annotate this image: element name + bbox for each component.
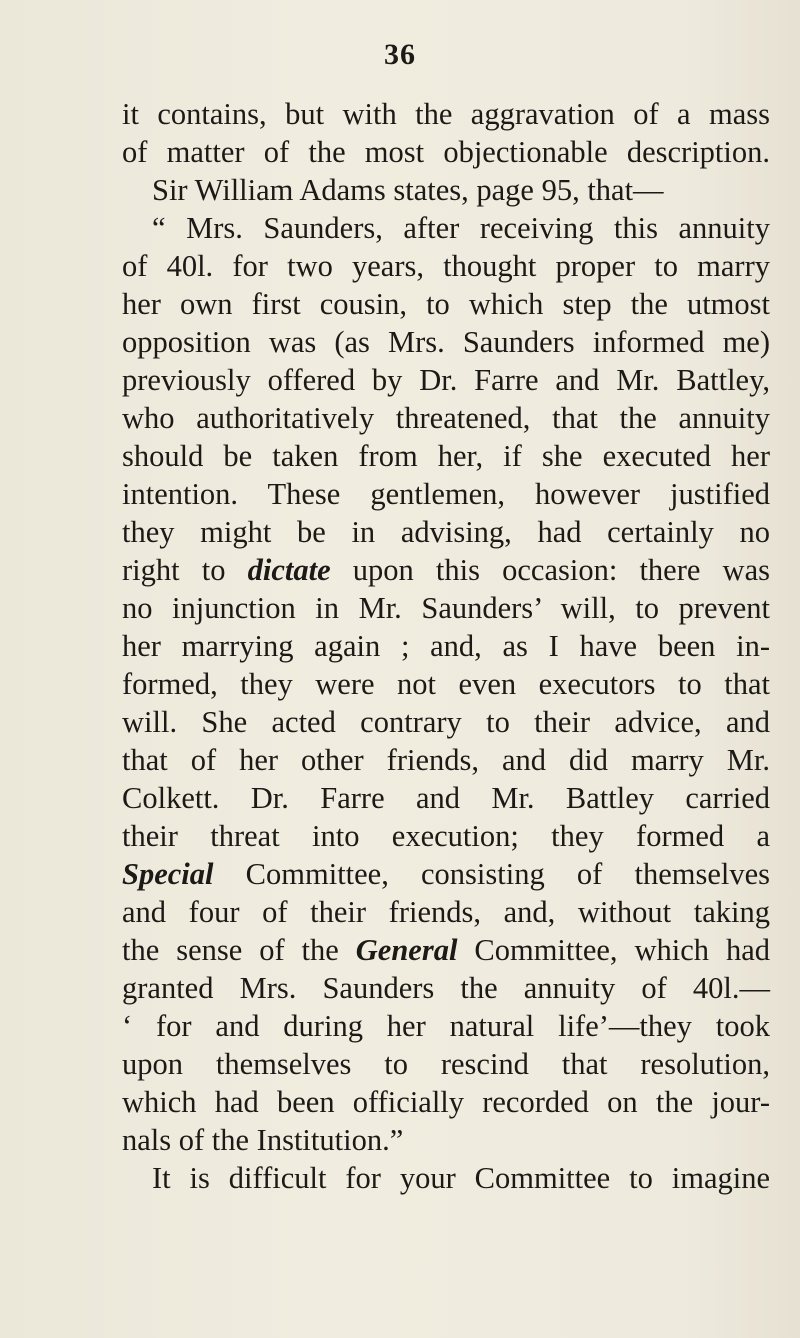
text-line: ‘ for and during her natural life’—they took xyxy=(122,1009,770,1043)
text-line: it contains, but with the aggravation of a mass xyxy=(122,97,770,131)
italic-word: Special xyxy=(122,857,214,891)
text-line xyxy=(122,551,770,589)
page-number: 36 xyxy=(384,38,416,71)
italic-word: dictate xyxy=(247,553,331,587)
text-line: opposition was (as Mrs. Saunders informed me) xyxy=(122,325,770,359)
text-run: Committee, consisting of themselves xyxy=(213,857,770,891)
text-line xyxy=(122,855,770,893)
text-line: formed, they were not even executors to that xyxy=(122,667,770,701)
text-line: “ Mrs. Saunders, after receiving this annuity xyxy=(152,211,770,245)
text-line: of matter of the most objectionable description. xyxy=(122,135,770,169)
text-line: Sir William Adams states, page 95, that— xyxy=(152,173,664,207)
text-run: upon this occasion: there was xyxy=(330,553,770,587)
text-line: their threat into execution; they formed a xyxy=(122,819,770,853)
text-run: the sense of the xyxy=(122,933,356,967)
text-line: will. She acted contrary to their advice, and xyxy=(122,705,770,739)
text-line: intention. These gentlemen, however justified xyxy=(122,477,770,511)
italic-word: General xyxy=(355,933,458,967)
text-line: Colkett. Dr. Farre and Mr. Battley carried xyxy=(122,781,770,815)
text-line: her marrying again ; and, as I have been in- xyxy=(122,629,770,663)
text-run: right to xyxy=(122,553,248,587)
text-line: should be taken from her, if she executed her xyxy=(122,439,770,473)
body-text xyxy=(122,95,770,1197)
text-line: nals of the Institution.” xyxy=(122,1123,404,1157)
text-line: which had been officially recorded on the jour- xyxy=(122,1085,770,1119)
text-line: It is difficult for your Committee to imagine xyxy=(152,1161,770,1195)
text-line: granted Mrs. Saunders the annuity of 40l.— xyxy=(122,971,770,1005)
text-line: previously offered by Dr. Farre and Mr. Battley, xyxy=(122,363,770,397)
text-line xyxy=(122,931,770,969)
text-line: and four of their friends, and, without taking xyxy=(122,895,770,929)
text-line: that of her other friends, and did marry Mr. xyxy=(122,743,770,777)
text-line: who authoritatively threatened, that the annuity xyxy=(122,401,770,435)
text-line: her own first cousin, to which step the utmost xyxy=(122,287,770,321)
text-line: of 40l. for two years, thought proper to marry xyxy=(122,249,770,283)
text-line: upon themselves to rescind that resolution, xyxy=(122,1047,770,1081)
text-run: Committee, which had xyxy=(457,933,770,967)
text-line: they might be in advising, had certainly no xyxy=(122,515,770,549)
text-line: no injunction in Mr. Saunders’ will, to prevent xyxy=(122,591,770,625)
